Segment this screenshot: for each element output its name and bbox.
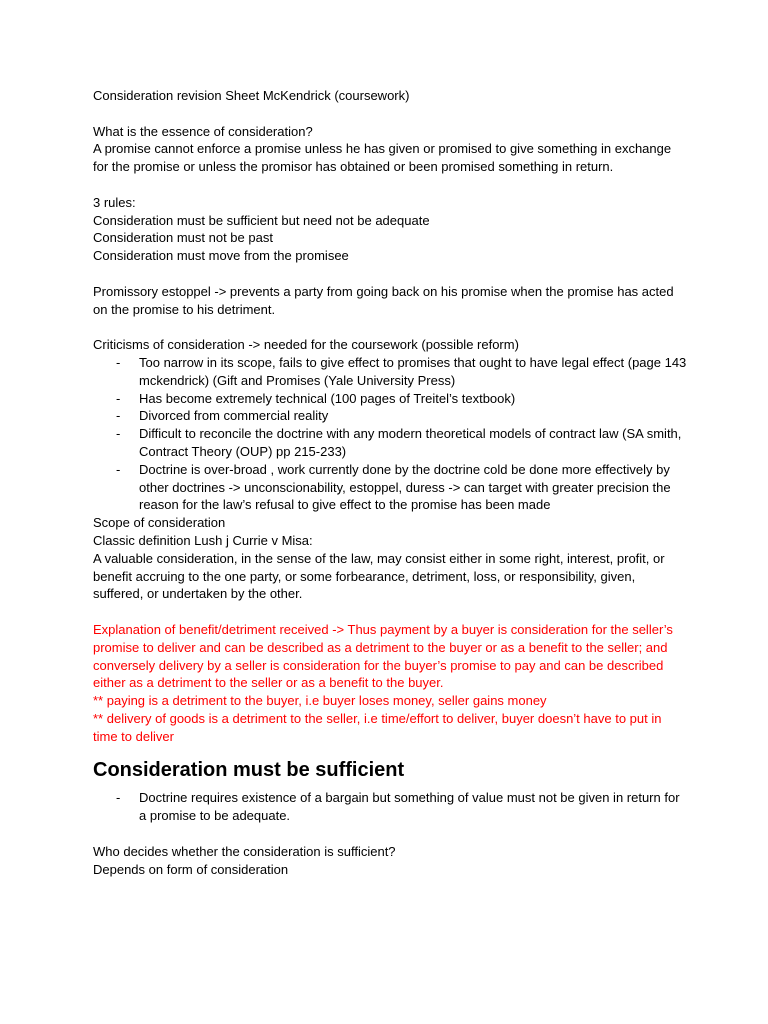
essence-answer: A promise cannot enforce a promise unless he has given or promised to give something in exchange for the promise or unless the promisor has obtained or been promised something in return.	[93, 141, 672, 175]
estoppel-paragraph: Promissory estoppel -> prevents a party from going back on his promise when the promise has acted on the promise to his detriment.	[93, 283, 674, 317]
criticisms-list	[93, 354, 688, 514]
list-item: - Divorced from commercial reality	[139, 407, 688, 425]
list-item: - Difficult to reconcile the doctrine with any modern theoretical models of contract law (SA smith, Contract Theory (OUP) pp 215-233)	[139, 425, 688, 461]
red-explanation: Explanation of benefit/detriment received -> Thus payment by a buyer is consideration for the seller’s promise to deliver and can be described as a detriment to the buyer or as a benefit to the seller; and conversely delivery by a seller is consideration for the buyer’s promise to pay and can be described either as a detriment to the seller or as a benefit to the buyer.	[93, 621, 673, 691]
rule-line: Consideration must move from the promisee	[93, 248, 349, 264]
classic-definition-heading: Classic definition Lush j Currie v Misa:	[93, 532, 313, 548]
rule-line: Consideration must not be past	[93, 230, 273, 246]
red-note: ** delivery of goods is a detriment to the seller, i.e time/effort to deliver, buyer doesn’t have to put in time to deliver	[93, 710, 662, 744]
spacer	[93, 105, 688, 123]
list-item: - Doctrine is over-broad , work currently done by the doctrine cold be done more effectively by other doctrines -> unconscionability, estoppel, duress -> can target with greater precision the reason for the law’s refusal to give effect to the promise has been made	[139, 461, 688, 514]
essence-question: What is the essence of consideration?	[93, 123, 313, 139]
list-item: - Doctrine requires existence of a bargain but something of value must not be given in return for a promise to be adequate.	[139, 789, 688, 825]
section-heading: Consideration must be sufficient	[93, 759, 405, 782]
rules-heading: 3 rules:	[93, 194, 136, 210]
spacer	[93, 603, 688, 621]
spacer	[93, 318, 688, 336]
red-note: ** paying is a detriment to the buyer, i.e buyer loses money, seller gains money	[93, 693, 547, 709]
spacer	[93, 265, 688, 283]
spacer	[93, 825, 688, 843]
spacer	[93, 176, 688, 194]
list-item: - Too narrow in its scope, fails to give effect to promises that ought to have legal effect (page 143 mckendrick) (Gift and Promises (Yale University Press)	[139, 354, 688, 390]
depends-line: Depends on form of consideration	[93, 861, 289, 877]
scope-heading: Scope of consideration	[93, 515, 226, 531]
classic-definition-text: A valuable consideration, in the sense of the law, may consist either in some right, interest, profit, or benefit accruing to the one party, or some forbearance, detriment, loss, or responsibility, given, suffered, or undertaken by the other.	[93, 550, 665, 602]
doc-title: Consideration revision Sheet McKendrick (coursework)	[93, 88, 410, 103]
who-decides-question: Who decides whether the consideration is sufficient?	[93, 843, 396, 859]
section-list	[93, 789, 688, 825]
criticisms-heading: Criticisms of consideration -> needed for the coursework (possible reform)	[93, 337, 519, 353]
list-item: - Has become extremely technical (100 pages of Treitel’s textbook)	[139, 390, 688, 408]
rule-line: Consideration must be sufficient but need not be adequate	[93, 212, 430, 228]
